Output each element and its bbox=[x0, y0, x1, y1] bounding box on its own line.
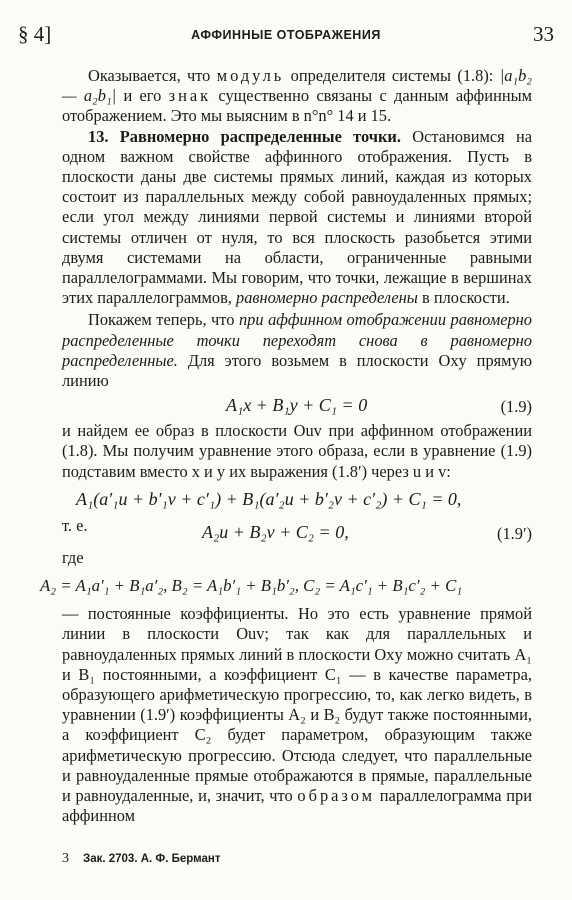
spaced-word: образом bbox=[297, 786, 376, 806]
text: — постоянные коэффициенты. Но это есть уравнение прямой линии в плоскости Ouv; так как для параллельных и равноудаленных прямых линий в плоскости Oxy можно считать A₁ и B₁ постоянными, а коэффициент C₁ — в качестве параметра, образующего арифметическую прогрессию, то, как легко видеть, в уравнении (1.9′) коэффициенты A₂ и B₂ будут также постоянными, а коэффициент C₂ будет параметром, образующим также арифметическую прогрессию. Отсюда следует, что параллельные и равноудаленные прямые отображаются в прямые, параллельные и равноудаленные, и, значит, что bbox=[62, 604, 532, 806]
paragraph-image bbox=[62, 421, 532, 482]
text: Оказывается, что bbox=[88, 66, 217, 85]
spaced-word: модуль bbox=[216, 66, 285, 85]
equation-formula: A₁x + B₁y + C₁ = 0 bbox=[226, 395, 368, 416]
signature-footer bbox=[62, 851, 220, 867]
equation-number: (1.9′) bbox=[497, 524, 532, 544]
text: Для этого возьмем в плоскости Oxy прямую линию bbox=[62, 350, 532, 391]
determinant-expression: |a₁b₂ — a₂b₁| bbox=[62, 66, 532, 106]
equation-substitution bbox=[62, 482, 532, 516]
text: и его bbox=[116, 86, 169, 106]
text: определителя системы (1.8): bbox=[284, 66, 494, 85]
section-13-paragraph bbox=[62, 127, 532, 309]
equation-formula: A₂u + B₂v + C₂ = 0, bbox=[202, 522, 349, 543]
signature-number: 3 bbox=[62, 851, 69, 866]
running-title: АФФИННЫЕ ОТОБРАЖЕНИЯ bbox=[191, 28, 381, 42]
text: в плоскости. bbox=[417, 288, 510, 308]
section-heading: 13. Равномерно распределенные точки. bbox=[88, 126, 401, 146]
text: параллелограмма при аффинном bbox=[62, 786, 532, 826]
equation-1-9-prime bbox=[62, 515, 532, 548]
gde-label: где bbox=[62, 548, 84, 568]
text: Остановимся на одном важном свойстве аффинного отображения. Пусть в плоскости даны две системы прямых линий, каждая из которых состоит из параллельных между собой равноудаленных прямых; если угол между линиями первой системы и линиями второй системы отличен от нуля, то вся плоскость разобьется этими двумя системами на области, ограниченные равными параллелограммами. Мы говорим, что точки, лежащие в вершинах этих параллелограммов, bbox=[62, 126, 532, 308]
equation-coefficients bbox=[40, 568, 532, 604]
equation-1-9 bbox=[62, 391, 532, 421]
page-body bbox=[40, 66, 533, 827]
text: Покажем теперь, что bbox=[88, 310, 239, 330]
te-label: т. е. bbox=[62, 515, 88, 535]
equation-formula: A₂ = A₁a′₁ + B₁a′₂, B₂ = A₁b′₁ + B₁b′₂, C₂ = A₁c′₁ + B₁c′₂ + C₁ bbox=[40, 576, 463, 596]
equation-number: (1.9) bbox=[500, 397, 532, 417]
paragraph-conclusion bbox=[62, 604, 532, 826]
theorem-statement: при аффинном отображении равномерно распределенные точки переходят снова в равномерно распределенные. bbox=[62, 310, 532, 370]
spaced-word: знак bbox=[168, 86, 212, 106]
equation-formula: A₁(a′₁u + b′₁v + c′₁) + B₁(a′₂u + b′₂v + c′₂) + C₁ = 0, bbox=[76, 488, 462, 509]
text: существенно связаны с данным аффинным отображением. Это мы выясним в n°n° 14 и 15. bbox=[62, 86, 533, 126]
paragraph-modulus bbox=[62, 66, 532, 127]
page-number: 33 bbox=[533, 22, 554, 46]
section-mark: § 4] bbox=[18, 22, 52, 46]
paragraph-theorem bbox=[62, 310, 532, 391]
running-header bbox=[18, 22, 554, 48]
text: и найдем ее образ в плоскости Ouv при аффинном отображении (1.8). Мы получим уравнение этого образа, если в уравнение (1.9) подставим вместо x и y их выражения (1.8′) через u и v: bbox=[62, 421, 532, 481]
printer-note: Зак. 2703. А. Ф. Бермант bbox=[83, 853, 221, 865]
italic-term: равномерно распределены bbox=[236, 288, 418, 308]
